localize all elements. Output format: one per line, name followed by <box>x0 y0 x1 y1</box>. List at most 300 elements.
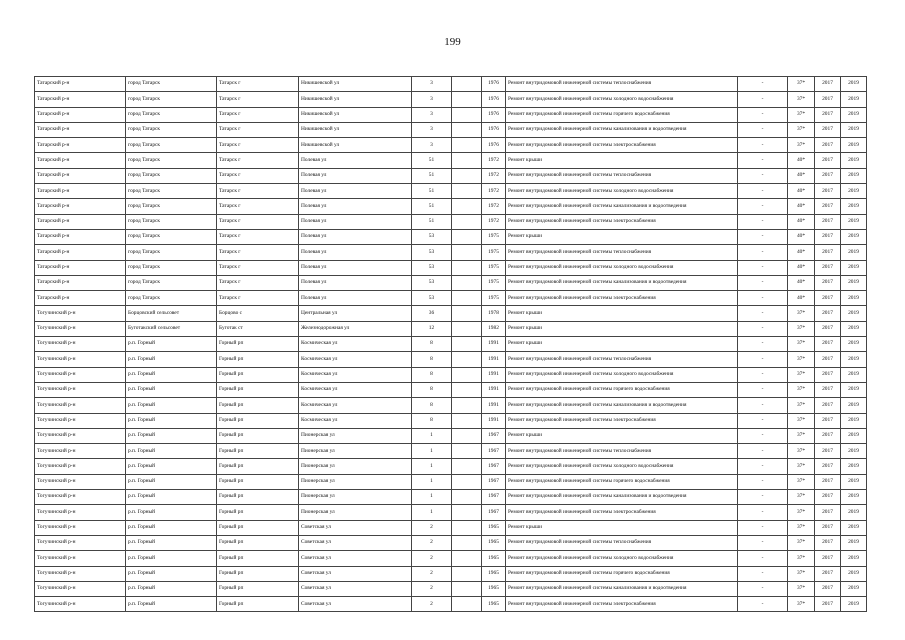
year-cell: 1967 <box>482 505 506 520</box>
dash-cell: - <box>738 444 788 459</box>
start-year-cell: 2017 <box>815 551 841 566</box>
year-cell: 1967 <box>482 444 506 459</box>
year-cell: 1991 <box>482 352 506 367</box>
street-cell: Никишевской ул <box>299 138 412 153</box>
district-cell: Татарский р-н <box>35 184 126 199</box>
blank-cell <box>452 122 482 137</box>
end-year-cell: 2019 <box>841 444 867 459</box>
start-year-cell: 2017 <box>815 153 841 168</box>
year-cell: 1976 <box>482 122 506 137</box>
start-year-cell: 2017 <box>815 291 841 306</box>
blank-cell <box>452 382 482 397</box>
settlement-cell: Татарск г <box>217 245 299 260</box>
work-type-cell: Ремонт внутридомовой инженерной системы теплоснабжения <box>506 245 738 260</box>
blank-cell <box>452 459 482 474</box>
municipality-cell: р.п. Горный <box>126 413 217 428</box>
municipality-cell: р.п. Горный <box>126 398 217 413</box>
year-cell: 1972 <box>482 214 506 229</box>
start-year-cell: 2017 <box>815 428 841 443</box>
settlement-cell: Горный рп <box>217 382 299 397</box>
start-year-cell: 2017 <box>815 398 841 413</box>
value-cell: 37* <box>788 459 815 474</box>
work-type-cell: Ремонт крыши <box>506 306 738 321</box>
blank-cell <box>452 520 482 535</box>
street-cell: Пионерская ул <box>299 428 412 443</box>
dash-cell: - <box>738 138 788 153</box>
end-year-cell: 2019 <box>841 306 867 321</box>
end-year-cell: 2019 <box>841 474 867 489</box>
dash-cell: - <box>738 459 788 474</box>
table-row <box>35 428 867 443</box>
start-year-cell: 2017 <box>815 413 841 428</box>
end-year-cell: 2019 <box>841 138 867 153</box>
district-cell: Тогучинский р-н <box>35 597 126 612</box>
settlement-cell: Татарск г <box>217 138 299 153</box>
dash-cell: - <box>738 291 788 306</box>
table-row <box>35 551 867 566</box>
work-type-cell: Ремонт внутридомовой инженерной системы холодного водоснабжения <box>506 459 738 474</box>
year-cell: 1975 <box>482 291 506 306</box>
year-cell: 1965 <box>482 535 506 550</box>
year-cell: 1972 <box>482 153 506 168</box>
municipality-cell: р.п. Горный <box>126 520 217 535</box>
municipality-cell: город Татарск <box>126 229 217 244</box>
blank-cell <box>452 153 482 168</box>
blank-cell <box>452 490 482 505</box>
district-cell: Тогучинский р-н <box>35 520 126 535</box>
blank-cell <box>452 275 482 290</box>
house-number-cell: 3 <box>412 92 452 107</box>
street-cell: Полевая ул <box>299 260 412 275</box>
dash-cell: - <box>738 122 788 137</box>
district-cell: Тогучинский р-н <box>35 444 126 459</box>
start-year-cell: 2017 <box>815 321 841 336</box>
house-number-cell: 51 <box>412 184 452 199</box>
table-row <box>35 398 867 413</box>
blank-cell <box>452 505 482 520</box>
dash-cell: - <box>738 337 788 352</box>
blank-cell <box>452 597 482 612</box>
end-year-cell: 2019 <box>841 107 867 122</box>
end-year-cell: 2019 <box>841 566 867 581</box>
street-cell: Пионерская ул <box>299 490 412 505</box>
start-year-cell: 2017 <box>815 597 841 612</box>
blank-cell <box>452 306 482 321</box>
house-number-cell: 8 <box>412 398 452 413</box>
district-cell: Тогучинский р-н <box>35 337 126 352</box>
start-year-cell: 2017 <box>815 92 841 107</box>
end-year-cell: 2019 <box>841 92 867 107</box>
end-year-cell: 2019 <box>841 459 867 474</box>
house-number-cell: 1 <box>412 490 452 505</box>
table-row <box>35 597 867 612</box>
table-row <box>35 444 867 459</box>
end-year-cell: 2019 <box>841 245 867 260</box>
value-cell: 40* <box>788 199 815 214</box>
year-cell: 1965 <box>482 581 506 596</box>
street-cell: Космическая ул <box>299 337 412 352</box>
district-cell: Тогучинский р-н <box>35 551 126 566</box>
work-type-cell: Ремонт внутридомовой инженерной системы горячего водоснабжения <box>506 474 738 489</box>
street-cell: Космическая ул <box>299 382 412 397</box>
blank-cell <box>452 444 482 459</box>
dash-cell: - <box>738 535 788 550</box>
house-number-cell: 53 <box>412 291 452 306</box>
settlement-cell: Горный рп <box>217 490 299 505</box>
start-year-cell: 2017 <box>815 214 841 229</box>
start-year-cell: 2017 <box>815 138 841 153</box>
start-year-cell: 2017 <box>815 505 841 520</box>
settlement-cell: Горный рп <box>217 505 299 520</box>
district-cell: Татарский р-н <box>35 199 126 214</box>
house-number-cell: 3 <box>412 77 452 92</box>
dash-cell: - <box>738 245 788 260</box>
end-year-cell: 2019 <box>841 535 867 550</box>
work-type-cell: Ремонт крыши <box>506 337 738 352</box>
dash-cell: - <box>738 505 788 520</box>
table-row <box>35 337 867 352</box>
street-cell: Полевая ул <box>299 291 412 306</box>
start-year-cell: 2017 <box>815 77 841 92</box>
house-number-cell: 2 <box>412 520 452 535</box>
start-year-cell: 2017 <box>815 306 841 321</box>
year-cell: 1991 <box>482 337 506 352</box>
value-cell: 37* <box>788 122 815 137</box>
blank-cell <box>452 260 482 275</box>
year-cell: 1975 <box>482 275 506 290</box>
municipality-cell: город Татарск <box>126 107 217 122</box>
settlement-cell: Горный рп <box>217 444 299 459</box>
start-year-cell: 2017 <box>815 245 841 260</box>
blank-cell <box>452 428 482 443</box>
year-cell: 1967 <box>482 459 506 474</box>
work-type-cell: Ремонт внутридомовой инженерной системы канализования и водоотведения <box>506 122 738 137</box>
dash-cell: - <box>738 520 788 535</box>
municipality-cell: р.п. Горный <box>126 367 217 382</box>
year-cell: 1967 <box>482 474 506 489</box>
value-cell: 40* <box>788 245 815 260</box>
table-row <box>35 92 867 107</box>
end-year-cell: 2019 <box>841 260 867 275</box>
page-number: 199 <box>444 36 461 48</box>
house-number-cell: 36 <box>412 306 452 321</box>
dash-cell: - <box>738 77 788 92</box>
value-cell: 37* <box>788 352 815 367</box>
district-cell: Тогучинский р-н <box>35 352 126 367</box>
blank-cell <box>452 321 482 336</box>
house-number-cell: 3 <box>412 122 452 137</box>
work-type-cell: Ремонт внутридомовой инженерной системы горячего водоснабжения <box>506 566 738 581</box>
house-number-cell: 53 <box>412 260 452 275</box>
registry-table <box>34 76 867 612</box>
blank-cell <box>452 367 482 382</box>
street-cell: Полевая ул <box>299 229 412 244</box>
work-type-cell: Ремонт крыши <box>506 321 738 336</box>
settlement-cell: Горный рп <box>217 535 299 550</box>
year-cell: 1965 <box>482 551 506 566</box>
street-cell: Советская ул <box>299 581 412 596</box>
dash-cell: - <box>738 199 788 214</box>
year-cell: 1982 <box>482 321 506 336</box>
street-cell: Центральная ул <box>299 306 412 321</box>
dash-cell: - <box>738 597 788 612</box>
blank-cell <box>452 566 482 581</box>
house-number-cell: 8 <box>412 337 452 352</box>
value-cell: 37* <box>788 535 815 550</box>
house-number-cell: 2 <box>412 566 452 581</box>
table-row <box>35 566 867 581</box>
house-number-cell: 8 <box>412 382 452 397</box>
house-number-cell: 53 <box>412 229 452 244</box>
house-number-cell: 2 <box>412 551 452 566</box>
district-cell: Тогучинский р-н <box>35 382 126 397</box>
value-cell: 37* <box>788 581 815 596</box>
work-type-cell: Ремонт внутридомовой инженерной системы холодного водоснабжения <box>506 92 738 107</box>
table-row <box>35 459 867 474</box>
end-year-cell: 2019 <box>841 490 867 505</box>
value-cell: 40* <box>788 260 815 275</box>
end-year-cell: 2019 <box>841 352 867 367</box>
district-cell: Тогучинский р-н <box>35 490 126 505</box>
house-number-cell: 51 <box>412 153 452 168</box>
value-cell: 37* <box>788 505 815 520</box>
municipality-cell: город Татарск <box>126 168 217 183</box>
table-row <box>35 413 867 428</box>
municipality-cell: город Татарск <box>126 138 217 153</box>
street-cell: Советская ул <box>299 566 412 581</box>
settlement-cell: Горный рп <box>217 352 299 367</box>
blank-cell <box>452 337 482 352</box>
start-year-cell: 2017 <box>815 107 841 122</box>
district-cell: Тогучинский р-н <box>35 367 126 382</box>
municipality-cell: Буготакский сельсовет <box>126 321 217 336</box>
work-type-cell: Ремонт внутридомовой инженерной системы электроснабжения <box>506 291 738 306</box>
dash-cell: - <box>738 229 788 244</box>
municipality-cell: город Татарск <box>126 184 217 199</box>
year-cell: 1991 <box>482 413 506 428</box>
value-cell: 37* <box>788 597 815 612</box>
table-row <box>35 382 867 397</box>
end-year-cell: 2019 <box>841 367 867 382</box>
year-cell: 1972 <box>482 168 506 183</box>
dash-cell: - <box>738 474 788 489</box>
municipality-cell: р.п. Горный <box>126 535 217 550</box>
work-type-cell: Ремонт внутридомовой инженерной системы холодного водоснабжения <box>506 184 738 199</box>
end-year-cell: 2019 <box>841 398 867 413</box>
start-year-cell: 2017 <box>815 260 841 275</box>
municipality-cell: р.п. Горный <box>126 428 217 443</box>
municipality-cell: р.п. Горный <box>126 581 217 596</box>
value-cell: 40* <box>788 168 815 183</box>
work-type-cell: Ремонт внутридомовой инженерной системы электроснабжения <box>506 413 738 428</box>
blank-cell <box>452 398 482 413</box>
settlement-cell: Горный рп <box>217 367 299 382</box>
table-row <box>35 581 867 596</box>
settlement-cell: Горный рп <box>217 566 299 581</box>
dash-cell: - <box>738 107 788 122</box>
district-cell: Татарский р-н <box>35 138 126 153</box>
municipality-cell: р.п. Горный <box>126 459 217 474</box>
end-year-cell: 2019 <box>841 597 867 612</box>
start-year-cell: 2017 <box>815 382 841 397</box>
value-cell: 37* <box>788 566 815 581</box>
value-cell: 37* <box>788 444 815 459</box>
end-year-cell: 2019 <box>841 168 867 183</box>
settlement-cell: Горный рп <box>217 337 299 352</box>
value-cell: 37* <box>788 490 815 505</box>
dash-cell: - <box>738 92 788 107</box>
street-cell: Пионерская ул <box>299 459 412 474</box>
municipality-cell: город Татарск <box>126 275 217 290</box>
start-year-cell: 2017 <box>815 490 841 505</box>
table-row <box>35 306 867 321</box>
table-row <box>35 138 867 153</box>
settlement-cell: Татарск г <box>217 214 299 229</box>
dash-cell: - <box>738 428 788 443</box>
start-year-cell: 2017 <box>815 199 841 214</box>
table-body <box>35 77 867 612</box>
work-type-cell: Ремонт внутридомовой инженерной системы холодного водоснабжения <box>506 260 738 275</box>
municipality-cell: город Татарск <box>126 122 217 137</box>
settlement-cell: Горный рп <box>217 398 299 413</box>
district-cell: Тогучинский р-н <box>35 306 126 321</box>
municipality-cell: город Татарск <box>126 214 217 229</box>
house-number-cell: 2 <box>412 581 452 596</box>
house-number-cell: 1 <box>412 505 452 520</box>
house-number-cell: 53 <box>412 245 452 260</box>
settlement-cell: Татарск г <box>217 92 299 107</box>
district-cell: Тогучинский р-н <box>35 566 126 581</box>
municipality-cell: р.п. Горный <box>126 474 217 489</box>
start-year-cell: 2017 <box>815 352 841 367</box>
table-row <box>35 153 867 168</box>
municipality-cell: город Татарск <box>126 153 217 168</box>
blank-cell <box>452 92 482 107</box>
settlement-cell: Татарск г <box>217 260 299 275</box>
value-cell: 37* <box>788 428 815 443</box>
table-row <box>35 245 867 260</box>
house-number-cell: 8 <box>412 413 452 428</box>
dash-cell: - <box>738 184 788 199</box>
table-row <box>35 168 867 183</box>
start-year-cell: 2017 <box>815 581 841 596</box>
end-year-cell: 2019 <box>841 321 867 336</box>
end-year-cell: 2019 <box>841 505 867 520</box>
value-cell: 37* <box>788 551 815 566</box>
table-row <box>35 199 867 214</box>
municipality-cell: город Татарск <box>126 92 217 107</box>
blank-cell <box>452 245 482 260</box>
dash-cell: - <box>738 581 788 596</box>
street-cell: Космическая ул <box>299 398 412 413</box>
work-type-cell: Ремонт внутридомовой инженерной системы теплоснабжения <box>506 77 738 92</box>
house-number-cell: 1 <box>412 474 452 489</box>
house-number-cell: 1 <box>412 459 452 474</box>
house-number-cell: 51 <box>412 214 452 229</box>
work-type-cell: Ремонт внутридомовой инженерной системы электроснабжения <box>506 214 738 229</box>
end-year-cell: 2019 <box>841 428 867 443</box>
blank-cell <box>452 291 482 306</box>
dash-cell: - <box>738 214 788 229</box>
settlement-cell: Горный рп <box>217 459 299 474</box>
municipality-cell: город Татарск <box>126 291 217 306</box>
blank-cell <box>452 138 482 153</box>
settlement-cell: Татарск г <box>217 275 299 290</box>
settlement-cell: Борцово с <box>217 306 299 321</box>
dash-cell: - <box>738 306 788 321</box>
year-cell: 1972 <box>482 199 506 214</box>
house-number-cell: 1 <box>412 444 452 459</box>
work-type-cell: Ремонт внутридомовой инженерной системы холодного водоснабжения <box>506 367 738 382</box>
end-year-cell: 2019 <box>841 229 867 244</box>
table-row <box>35 291 867 306</box>
municipality-cell: р.п. Горный <box>126 566 217 581</box>
value-cell: 37* <box>788 398 815 413</box>
street-cell: Никишевской ул <box>299 107 412 122</box>
work-type-cell: Ремонт внутридомовой инженерной системы канализования и водоотведения <box>506 398 738 413</box>
dash-cell: - <box>738 551 788 566</box>
table-row <box>35 490 867 505</box>
year-cell: 1965 <box>482 520 506 535</box>
work-type-cell: Ремонт внутридомовой инженерной системы канализования и водоотведения <box>506 199 738 214</box>
municipality-cell: город Татарск <box>126 245 217 260</box>
blank-cell <box>452 551 482 566</box>
start-year-cell: 2017 <box>815 535 841 550</box>
year-cell: 1967 <box>482 428 506 443</box>
table-row <box>35 229 867 244</box>
table-row <box>35 474 867 489</box>
work-type-cell: Ремонт внутридомовой инженерной системы электроснабжения <box>506 138 738 153</box>
blank-cell <box>452 413 482 428</box>
start-year-cell: 2017 <box>815 566 841 581</box>
year-cell: 1991 <box>482 382 506 397</box>
municipality-cell: р.п. Горный <box>126 597 217 612</box>
municipality-cell: р.п. Горный <box>126 337 217 352</box>
year-cell: 1991 <box>482 367 506 382</box>
blank-cell <box>452 107 482 122</box>
house-number-cell: 1 <box>412 428 452 443</box>
start-year-cell: 2017 <box>815 184 841 199</box>
settlement-cell: Татарск г <box>217 122 299 137</box>
blank-cell <box>452 581 482 596</box>
blank-cell <box>452 229 482 244</box>
district-cell: Татарский р-н <box>35 107 126 122</box>
settlement-cell: Татарск г <box>217 184 299 199</box>
end-year-cell: 2019 <box>841 184 867 199</box>
street-cell: Полевая ул <box>299 168 412 183</box>
dash-cell: - <box>738 566 788 581</box>
work-type-cell: Ремонт внутридомовой инженерной системы канализования и водоотведения <box>506 490 738 505</box>
dash-cell: - <box>738 413 788 428</box>
district-cell: Татарский р-н <box>35 168 126 183</box>
work-type-cell: Ремонт внутридомовой инженерной системы электроснабжения <box>506 597 738 612</box>
end-year-cell: 2019 <box>841 337 867 352</box>
settlement-cell: Горный рп <box>217 551 299 566</box>
end-year-cell: 2019 <box>841 153 867 168</box>
street-cell: Никишевской ул <box>299 77 412 92</box>
value-cell: 37* <box>788 413 815 428</box>
municipality-cell: р.п. Горный <box>126 382 217 397</box>
street-cell: Железнодорожная ул <box>299 321 412 336</box>
municipality-cell: р.п. Горный <box>126 490 217 505</box>
blank-cell <box>452 168 482 183</box>
municipality-cell: р.п. Горный <box>126 505 217 520</box>
settlement-cell: Горный рп <box>217 413 299 428</box>
table-row <box>35 260 867 275</box>
value-cell: 37* <box>788 367 815 382</box>
value-cell: 37* <box>788 474 815 489</box>
house-number-cell: 51 <box>412 199 452 214</box>
